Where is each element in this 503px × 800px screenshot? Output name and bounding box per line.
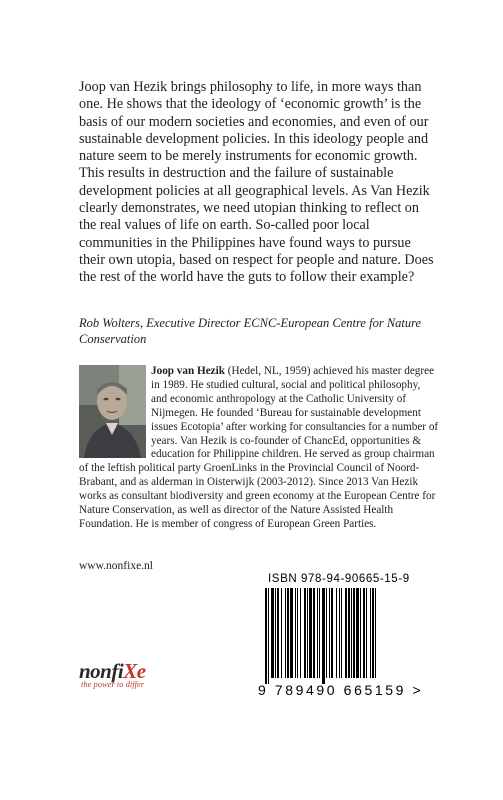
author-bio <box>79 365 439 532</box>
isbn-label: ISBN 978-94-90665-15-9 <box>268 573 410 585</box>
barcode-bars <box>265 588 428 684</box>
barcode-bar <box>372 588 374 678</box>
barcode-bar <box>277 588 279 678</box>
barcode-bar <box>348 588 350 678</box>
barcode-bar <box>319 588 320 678</box>
barcode-bar <box>287 588 289 678</box>
barcode-bar <box>351 588 352 678</box>
barcode-bar <box>329 588 330 678</box>
barcode-bar <box>363 588 365 678</box>
barcode-bar <box>366 588 367 678</box>
barcode-bar <box>304 588 306 678</box>
barcode-bar <box>336 588 337 678</box>
barcode-bar <box>271 588 274 678</box>
barcode-bar <box>265 588 267 684</box>
barcode-bar <box>309 588 312 678</box>
publisher-logo <box>79 659 146 689</box>
barcode-bar <box>356 588 359 678</box>
barcode-bar <box>360 588 361 678</box>
barcode-digits: 9 789490 665159 > <box>258 682 424 698</box>
barcode-bar <box>300 588 301 678</box>
blurb-text: Joop van Hezik brings philosophy to life, in more ways than one. He shows that the ideology of ‘economic growth’ is the basis of our modern societies and economies, and even of our sustainable development policies. In this ideology people and nature seem to be merely instruments for economic growth. This results in destruction and the failure of sustainable development policies at all geographical levels. As Van Hezik clearly demonstrates, we need utopian thinking to reflect on the real values of life on earth. So-called poor local communities in the Philippines have found ways to pursue their own utopia, based on respect for people and nature. Does the rest of the world have the guts to follow their example? <box>79 79 434 286</box>
logo-tagline: the power to differ <box>81 679 145 689</box>
author-name: Joop van Hezik <box>151 365 225 377</box>
barcode-bar <box>295 588 296 678</box>
barcode-bar <box>331 588 333 678</box>
author-bio-text: (Hedel, NL, 1959) achieved his master degree in 1989. He studied cultural, social and political philosophy, and economic anthropology at the Catholic University of Nijmegen. He founded ‘Bureau for sustainable development issues Ecotopia’ after working for consultancies for a number of years. Van Hezik is co-founder of ChancEd, opportunities & education for Philippine children. He served as group chairman of the leftish political party GroenLinks in the Provincial Council of Noord-Brabant, and as alderman in Oisterwijk (2003-2012). Since 2013 Van Hezik works as consultant biodiversity and green economy at the European Centre for Nature Conservation, as well as director of the Nature Assisted Health Foundation. He is member of congress of European Green Parties. <box>79 365 439 530</box>
barcode-bar <box>268 588 269 684</box>
barcode-bar <box>275 588 276 678</box>
barcode-bar <box>322 588 325 684</box>
logo-word: nonfi <box>79 659 124 683</box>
endorsement-quote: Rob Wolters, Executive Director ECNC-European Centre for Nature Conservation <box>79 316 422 346</box>
barcode-bar <box>290 588 293 678</box>
logo-word-accent: Xe <box>123 659 146 683</box>
barcode-bar <box>307 588 308 678</box>
barcode-bar <box>345 588 347 678</box>
barcode-bar <box>370 588 371 678</box>
barcode-bar <box>341 588 342 678</box>
barcode-bar <box>285 588 286 678</box>
barcode-bar <box>353 588 355 678</box>
barcode-bar <box>326 588 327 678</box>
website-link[interactable]: www.nonfixe.nl <box>79 560 153 572</box>
barcode-bar <box>375 588 376 678</box>
barcode-bar <box>297 588 298 678</box>
barcode-bar <box>281 588 282 678</box>
barcode-bar <box>317 588 318 678</box>
barcode-bar <box>313 588 315 678</box>
barcode-bar <box>339 588 340 678</box>
